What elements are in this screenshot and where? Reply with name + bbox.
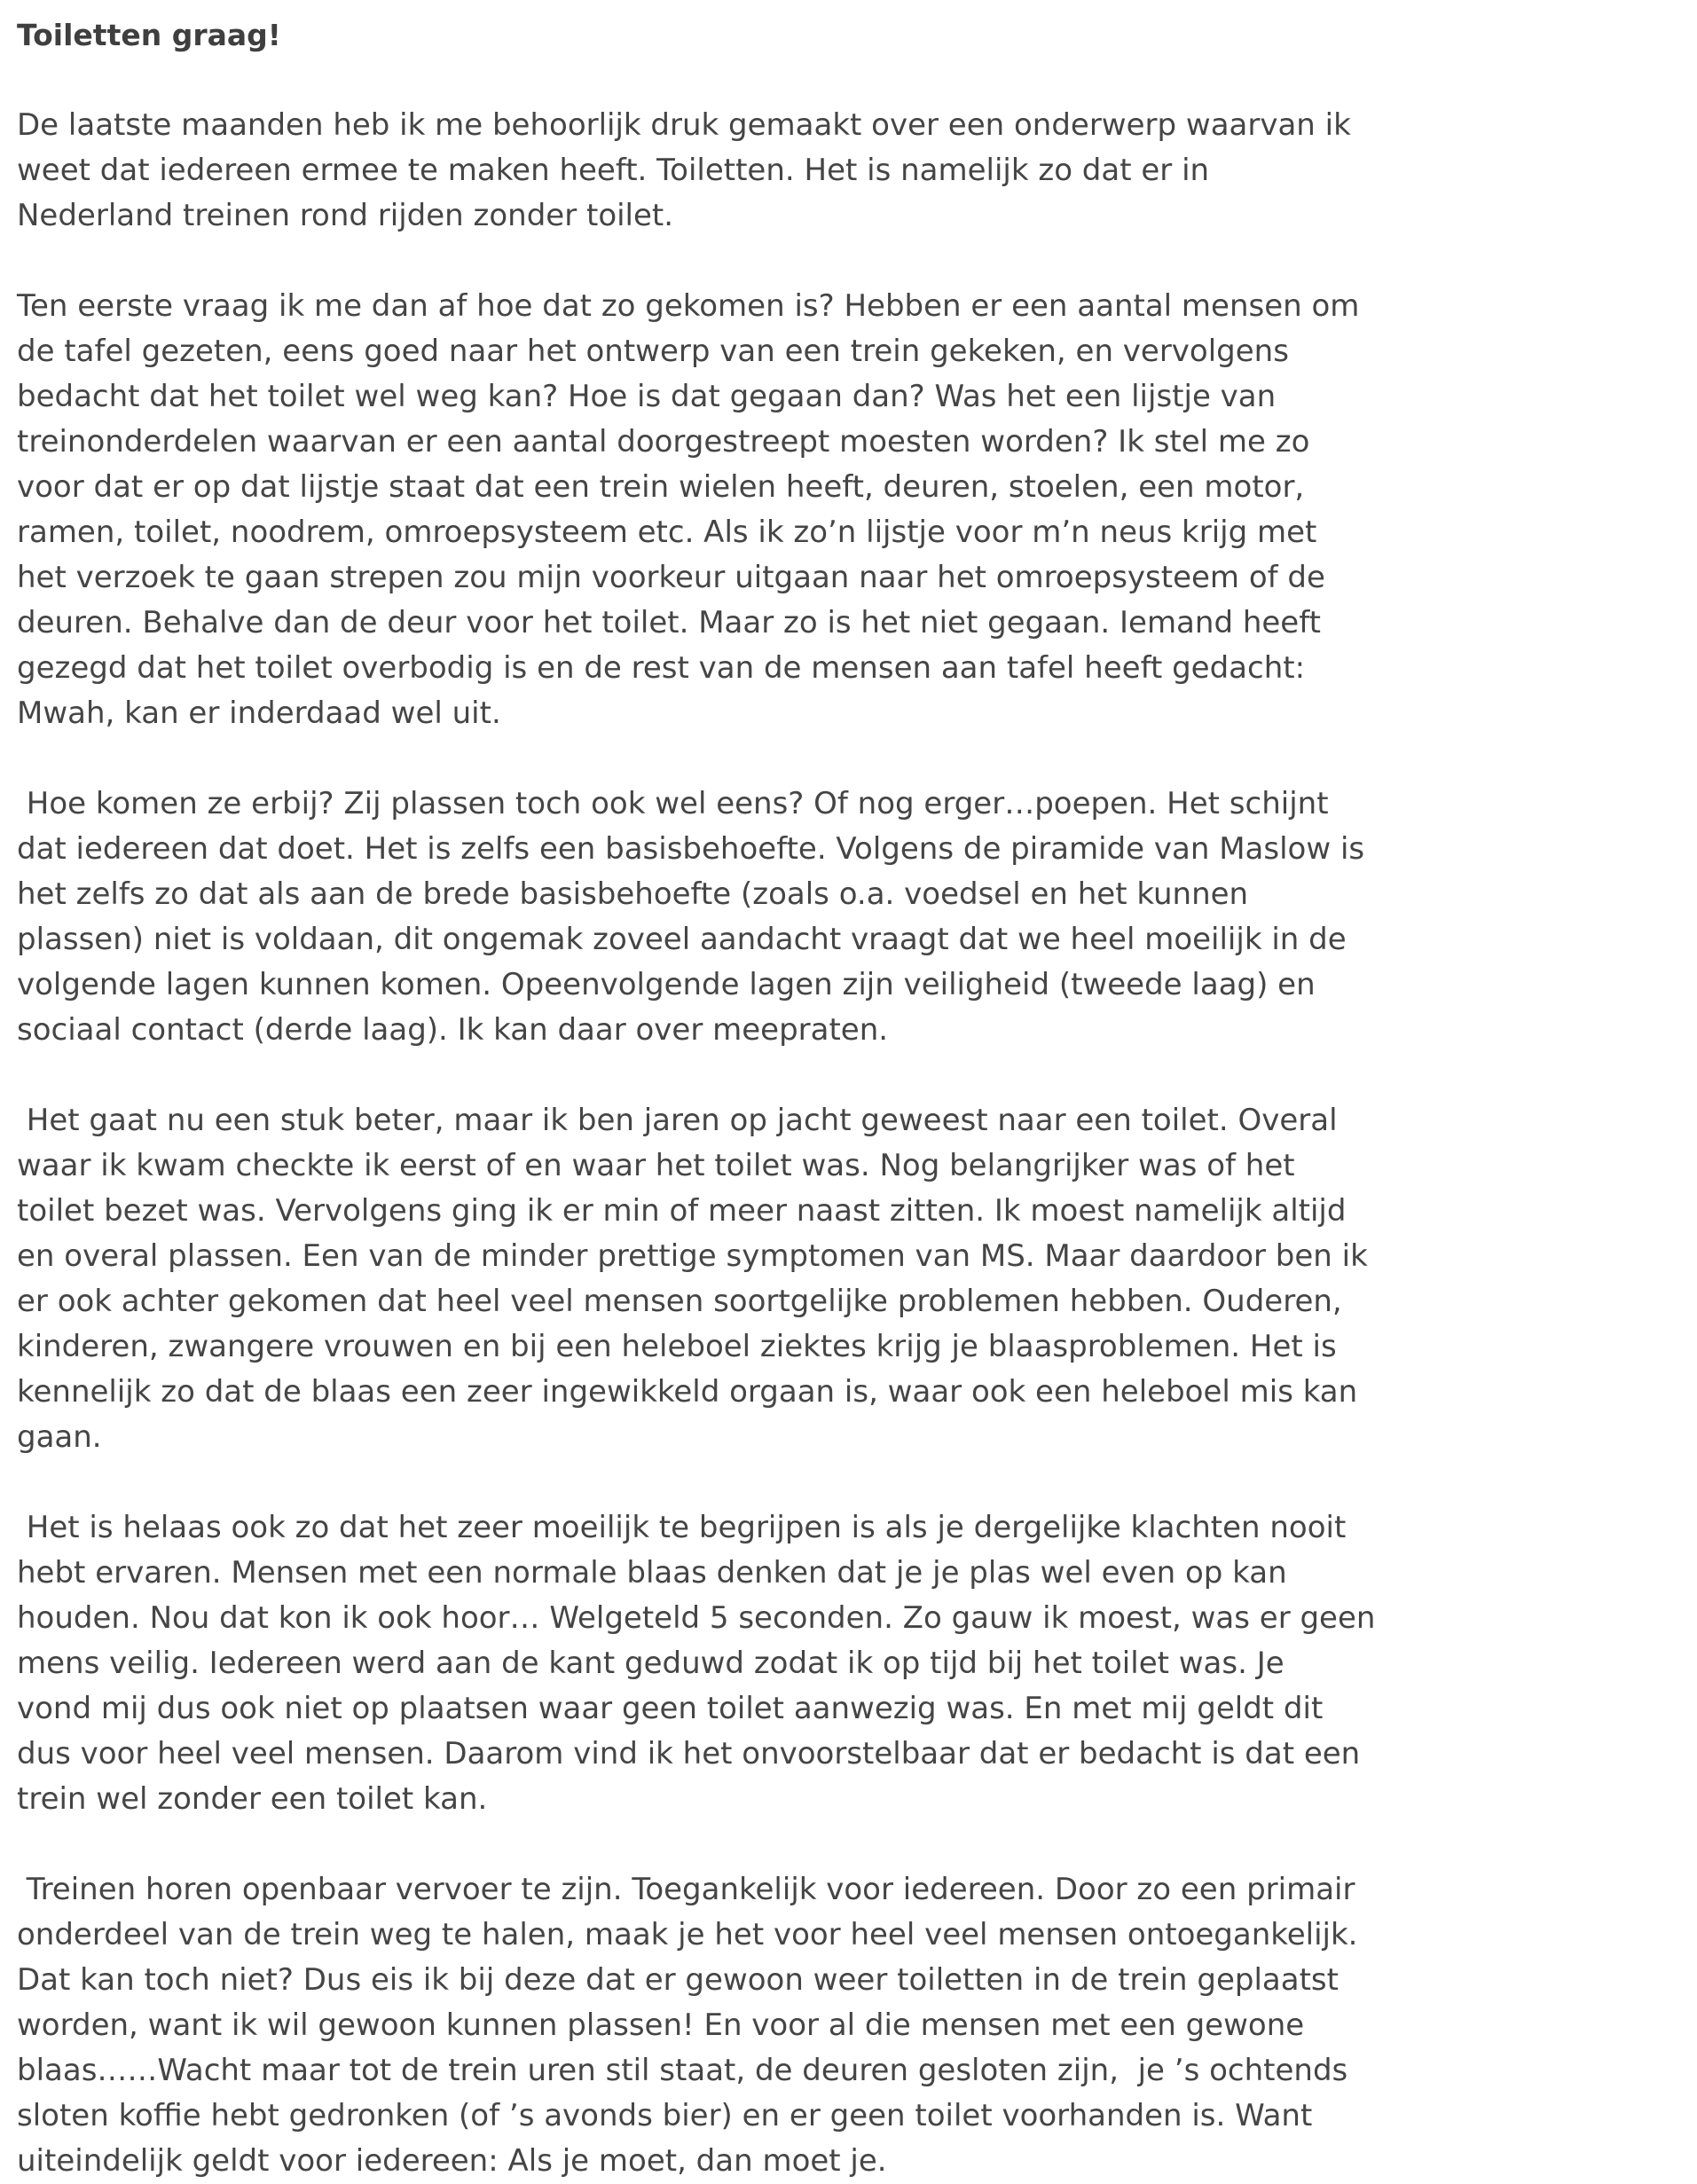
text-line: hebt ervaren. Mensen met een normale blaas denken dat je je plas wel even op kan (17, 1555, 1287, 1591)
text-line: onderdeel van de trein weg te halen, maak je het voor heel veel mensen ontoegankelijk. (17, 1917, 1358, 1952)
paragraph (17, 782, 1685, 1053)
text-line: voor dat er op dat lijstje staat dat een trein wielen heeft, deuren, stoelen, een motor, (17, 469, 1305, 505)
text-line: volgende lagen kunnen komen. Opeenvolgende lagen zijn veiligheid (tweede laag) en (17, 967, 1316, 1002)
text-line: de tafel gezeten, eens goed naar het ontwerp van een trein gekeken, en vervolgens (17, 334, 1289, 369)
text-line: kennelijk zo dat de blaas een zeer ingewikkeld orgaan is, waar ook een heleboel mis kan (17, 1374, 1358, 1410)
paragraph (17, 103, 1685, 239)
text-line: Het is helaas ook zo dat het zeer moeilijk te begrijpen is als je dergelijke klachten nooit (17, 1510, 1347, 1545)
text-line: sociaal contact (derde laag). Ik kan daar over meepraten. (17, 1012, 889, 1048)
text-line: er ook achter gekomen dat heel veel mensen soortgelijke problemen hebben. Ouderen, (17, 1284, 1342, 1319)
text-line: Dat kan toch niet? Dus eis ik bij deze dat er gewoon weer toiletten in de trein geplaatst (17, 1962, 1339, 1998)
text-line: en overal plassen. Een van de minder prettige symptomen van MS. Maar daardoor ben ik (17, 1238, 1368, 1274)
text-line: blaas……Wacht maar tot de trein uren stil staat, de deuren gesloten zijn, je ’s ochtends (17, 2053, 1348, 2088)
text-line: deuren. Behalve dan de deur voor het toilet. Maar zo is het niet gegaan. Iemand heeft (17, 605, 1321, 640)
text-line: Nederland treinen rond rijden zonder toilet. (17, 198, 674, 233)
text-line: Treinen horen openbaar vervoer te zijn. Toegankelijk voor iedereen. Door zo een primair (17, 1872, 1355, 1907)
text-line: toilet bezet was. Vervolgens ging ik er min of meer naast zitten. Ik moest namelijk altijd (17, 1193, 1347, 1229)
text-line: kinderen, zwangere vrouwen en bij een heleboel ziektes krijg je blaasproblemen. Het is (17, 1329, 1337, 1364)
text-line: gaan. (17, 1419, 102, 1455)
text-line: vond mij dus ook niet op plaatsen waar geen toilet aanwezig was. En met mij geldt dit (17, 1691, 1324, 1726)
paragraph (17, 1505, 1685, 1822)
text-line: mens veilig. Iedereen werd aan de kant geduwd zodat ik op tijd bij het toilet was. Je (17, 1646, 1285, 1681)
text-line: Het gaat nu een stuk beter, maar ik ben jaren op jacht geweest naar een toilet. Overal (17, 1103, 1338, 1138)
text-line: worden, want ik wil gewoon kunnen plassen! En voor al die mensen met een gewone (17, 2007, 1305, 2043)
text-line: treinonderdelen waarvan er een aantal doorgestreept moesten worden? Ik stel me zo (17, 424, 1310, 460)
text-line: dus voor heel veel mensen. Daarom vind ik het onvoorstelbaar dat er bedacht is dat een (17, 1736, 1361, 1772)
paragraph (17, 1098, 1685, 1460)
text-line: De laatste maanden heb ik me behoorlijk druk gemaakt over een onderwerp waarvan ik (17, 107, 1351, 143)
text-line: dat iedereen dat doet. Het is zelfs een basisbehoefte. Volgens de piramide van Maslow is (17, 831, 1365, 867)
document-title: Toiletten graag! (17, 18, 281, 52)
text-line: Hoe komen ze erbij? Zij plassen toch ook wel eens? Of nog erger…poepen. Het schijnt (17, 786, 1329, 821)
text-line: bedacht dat het toilet wel weg kan? Hoe is dat gegaan dan? Was het een lijstje van (17, 379, 1277, 414)
text-line: sloten koffie hebt gedronken (of ’s avonds bier) en er geen toilet voorhanden is. Want (17, 2098, 1313, 2133)
text-line: gezegd dat het toilet overbodig is en de rest van de mensen aan tafel heeft gedacht: (17, 650, 1306, 686)
text-line: waar ik kwam checkte ik eerst of en waar het toilet was. Nog belangrijker was of het (17, 1148, 1295, 1183)
document-body (17, 0, 1685, 2184)
text-line: plassen) niet is voldaan, dit ongemak zoveel aandacht vraagt dat we heel moeilijk in de (17, 922, 1347, 957)
paragraph (17, 1867, 1685, 2184)
text-line: uiteindelijk geldt voor iedereen: Als je moet, dan moet je. (17, 2143, 887, 2179)
paragraph (17, 284, 1685, 736)
text-line: Mwah, kan er inderdaad wel uit. (17, 695, 501, 731)
text-line: weet dat iedereen ermee te maken heeft. Toiletten. Het is namelijk zo dat er in (17, 153, 1210, 188)
text-line: houden. Nou dat kon ik ook hoor… Welgeteld 5 seconden. Zo gauw ik moest, was er geen (17, 1600, 1376, 1636)
paragraph-container (17, 103, 1685, 2184)
text-line: het zelfs zo dat als aan de brede basisbehoefte (zoals o.a. voedsel en het kunnen (17, 876, 1249, 912)
text-line: ramen, toilet, noodrem, omroepsysteem etc. Als ik zo’n lijstje voor m’n neus krijg met (17, 515, 1317, 550)
text-line: het verzoek te gaan strepen zou mijn voorkeur uitgaan naar het omroepsysteem of de (17, 560, 1325, 595)
text-line: Ten eerste vraag ik me dan af hoe dat zo gekomen is? Hebben er een aantal mensen om (17, 288, 1360, 324)
text-line: trein wel zonder een toilet kan. (17, 1781, 488, 1817)
